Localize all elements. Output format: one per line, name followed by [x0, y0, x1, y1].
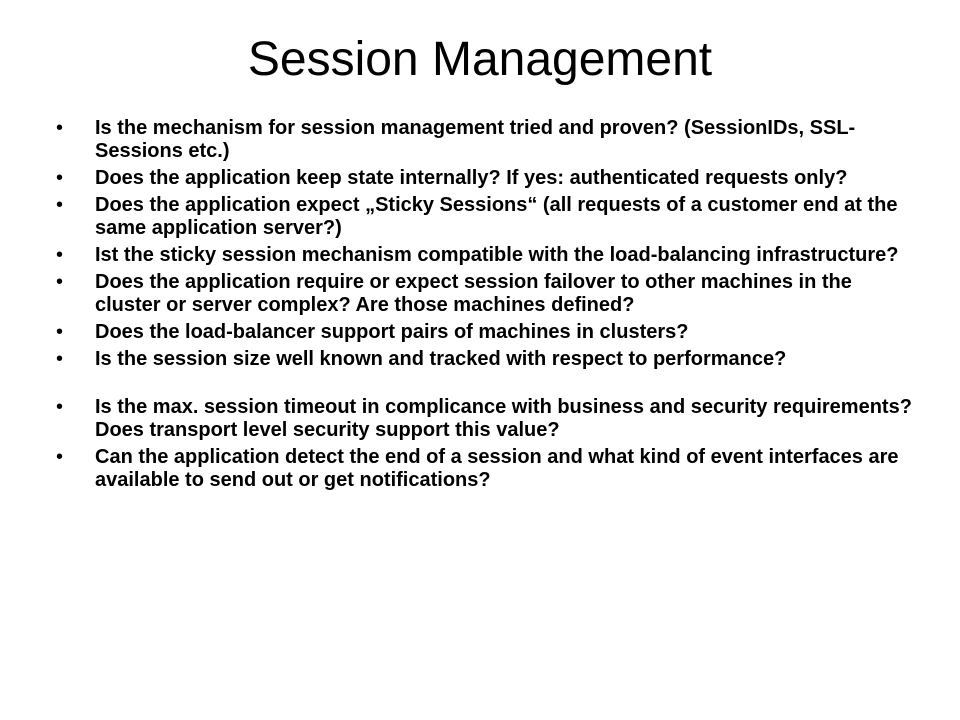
bullet-text: Does the application keep state internally? If yes: authenticated requests only? [95, 167, 848, 189]
bullet-dot-icon: • [56, 194, 64, 216]
bullet-item [56, 321, 916, 344]
bullet-dot-icon: • [56, 167, 64, 189]
bullet-dot-icon: • [56, 244, 64, 266]
bullet-item [56, 396, 916, 442]
bullet-item [56, 167, 916, 190]
bullet-dot-icon: • [56, 321, 64, 343]
bullet-item [56, 348, 916, 371]
bullet-item [56, 194, 916, 240]
bullet-dot-icon: • [56, 117, 64, 139]
bullet-text: Can the application detect the end of a session and what kind of event interfaces are available to send out or get notifications? [95, 446, 899, 491]
bullet-text: Is the session size well known and tracked with respect to performance? [95, 348, 787, 370]
bullet-text: Does the load-balancer support pairs of machines in clusters? [95, 321, 689, 343]
bullet-item [56, 271, 916, 317]
bullet-item [56, 244, 916, 267]
slide-title: Session Management [247, 33, 713, 86]
bullet-item [56, 117, 916, 163]
bullet-text: Is the max. session timeout in complicance with business and security requirements? Does transport level security support this value? [95, 396, 912, 441]
bullet-dot-icon: • [56, 271, 64, 293]
bullet-text: Does the application require or expect session failover to other machines in the cluster or server complex? Are those machines defined? [95, 271, 852, 316]
bullet-text: Is the mechanism for session management tried and proven? (SessionIDs, SSL-Sessions etc.) [95, 117, 856, 162]
bullet-dot-icon: • [56, 348, 64, 370]
bullet-list [56, 117, 916, 496]
bullet-dot-icon: • [56, 396, 64, 418]
bullet-item [56, 446, 916, 492]
bullet-dot-icon: • [56, 446, 64, 468]
bullet-text: Does the application expect „Sticky Sessions“ (all requests of a customer end at the same application server?) [95, 194, 898, 239]
bullet-text: Ist the sticky session mechanism compatible with the load-balancing infrastructure? [95, 244, 899, 266]
